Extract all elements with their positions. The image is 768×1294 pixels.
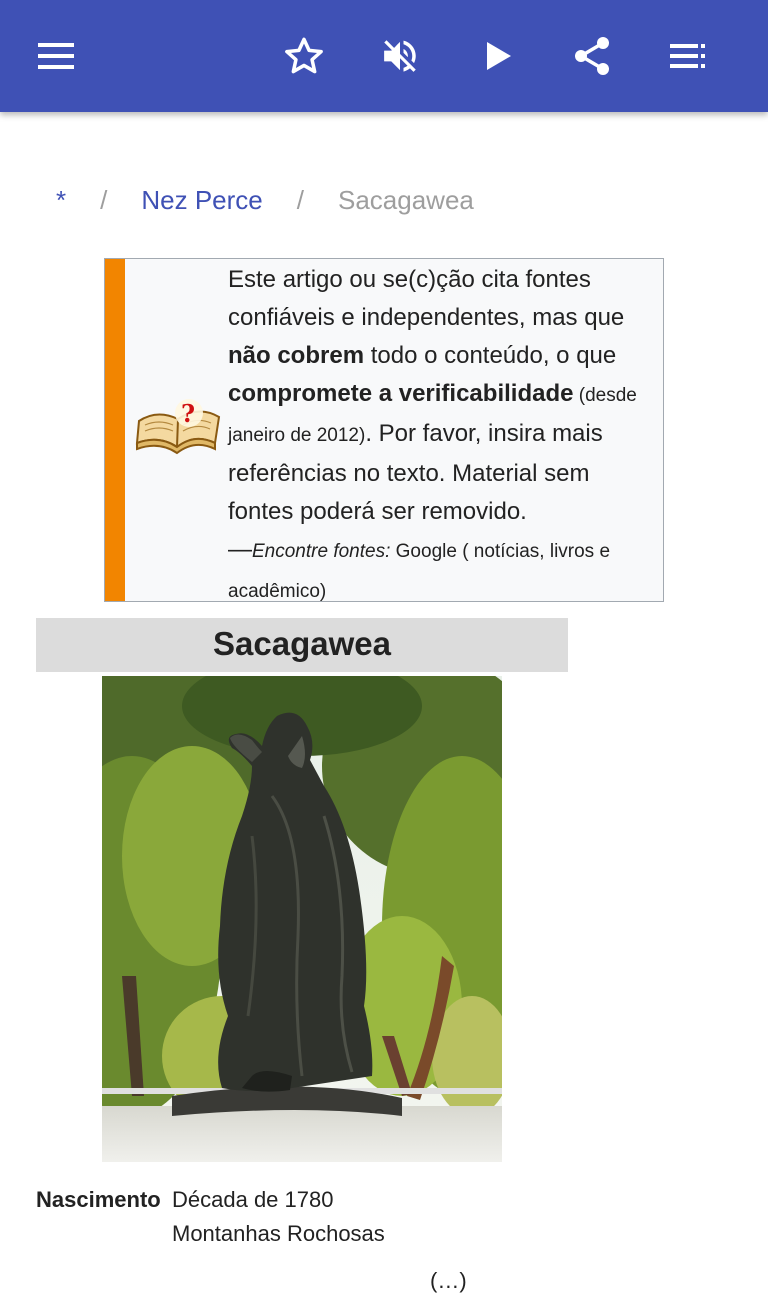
breadcrumb-home-link[interactable]: * (56, 184, 67, 215)
notice-stripe (105, 259, 125, 601)
app-toolbar (0, 0, 768, 112)
birth-date: Década de 1780 (172, 1187, 334, 1212)
share-button[interactable] (564, 28, 620, 84)
menu-button[interactable] (28, 28, 84, 84)
share-icon (572, 35, 612, 77)
list-icon (668, 41, 708, 71)
find-sources-label: Encontre fontes: (252, 541, 391, 562)
infobox-title: Sacagawea (36, 618, 568, 672)
birth-place-link[interactable]: Montanhas Rochosas (172, 1221, 385, 1246)
notice-text (228, 261, 660, 611)
volume-off-icon (379, 35, 421, 77)
breadcrumb-separator: / (296, 184, 304, 215)
play-icon (483, 39, 513, 73)
breadcrumb-current: Sacagawea (337, 184, 474, 215)
svg-text:?: ? (181, 399, 196, 428)
notice-bold-part: compromete a verificabilidade (228, 380, 574, 407)
question-book-icon (135, 391, 221, 463)
breadcrumb-separator: / (100, 184, 108, 215)
sources-notice-box (104, 258, 664, 602)
menu-icon (36, 41, 76, 71)
mute-button[interactable] (372, 28, 428, 84)
play-button[interactable] (470, 28, 526, 84)
notice-text-part: . Por favor, insira mais referências no texto. Material sem fontes poderá ser removido. (228, 420, 603, 525)
favorite-button[interactable] (276, 28, 332, 84)
star-icon (283, 35, 325, 77)
contents-button[interactable] (660, 28, 716, 84)
next-row-partial: (…) (430, 1268, 467, 1293)
notice-date: (desde janeiro de 2012) (228, 385, 637, 446)
find-sources-links[interactable]: Google ( notícias, livros e acadêmico) (228, 541, 611, 602)
infobox-row-value (172, 1183, 385, 1251)
sacagawea-statue-photo[interactable] (102, 676, 502, 1162)
notice-dash: — (228, 536, 252, 563)
notice-bold-part: não cobrem (228, 342, 365, 369)
notice-text-part: Este artigo ou se(c)ção cita fontes confiáveis e independentes, mas que (228, 266, 625, 331)
notice-text-part: todo o conteúdo, o que (364, 342, 617, 369)
breadcrumb-parent-link[interactable]: Nez Perce (141, 184, 263, 215)
breadcrumb (56, 180, 474, 220)
infobox-row-label: Nascimento (36, 1187, 161, 1212)
